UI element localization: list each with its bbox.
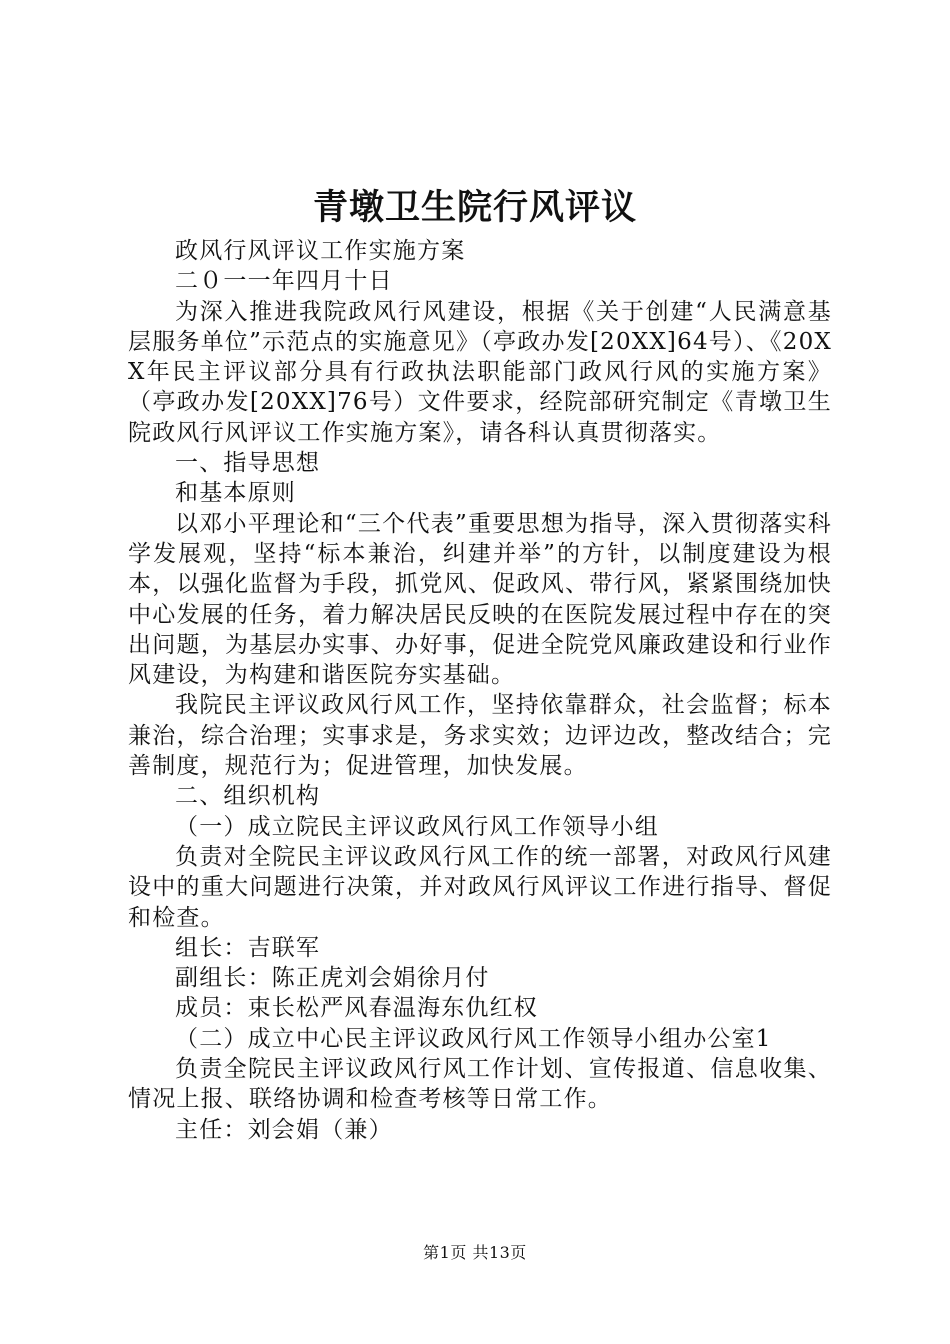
paragraph-date: 二０一一年四月十日 (175, 268, 393, 295)
paragraph-leading-group-duty: 负责对全院民主评议政风行风工作的统一部署，对政风行风建设中的重大问题进行决策，并对政风行风评议工作进行指导、督促和检查。 (128, 843, 832, 931)
section-heading-basic-principles: 和基本原则 (175, 480, 296, 507)
paragraph-intro: 为深入推进我院政风行风建设，根据《关于创建“人民满意基层服务单位”示范点的实施意见》（亭政办发[20XX]64号）、《20XX年民主评议部分具有行政执法职能部门政风行风的实施方案》（亭政办发[20XX]76号）文件要求，经院部研究制定《青墩卫生院政风行风评议工作实施方案》，请各科认真贯彻落实。 (128, 298, 832, 446)
paragraph-deputy-leaders: 副组长：陈正虎刘会娟徐月付 (175, 965, 490, 992)
section-heading-guiding-thought: 一、指导思想 (175, 450, 321, 477)
subsection-heading-office: （二）成立中心民主评议政风行风工作领导小组办公室1 (175, 1025, 772, 1052)
paragraph-group-leader: 组长：吉联军 (175, 934, 321, 961)
paragraph-members: 成员：束长松严风春温海东仇红权 (175, 995, 538, 1022)
page-number-footer: 第1页 共13页 (423, 1243, 527, 1262)
paragraph-office-director: 主任：刘会娟（兼） (175, 1116, 393, 1143)
paragraph-office-duty: 负责全院民主评议政风行风工作计划、宣传报道、信息收集、情况上报、联络协调和检查考核等日常工作。 (128, 1056, 832, 1113)
document-title: 青墩卫生院行风评议 (312, 187, 637, 228)
paragraph-subtitle: 政风行风评议工作实施方案 (175, 238, 466, 264)
document-body (128, 236, 832, 1145)
paragraph-guiding-thought: 以邓小平理论和“三个代表”重要思想为指导，深入贯彻落实科学发展观，坚持“标本兼治，纠建并举”的方针，以制度建设为根本，以强化监督为手段，抓党风、促政风、带行风，紧紧围绕加快中心发展的任务，着力解决居民反映的在医院发展过程中存在的突出问题，为基层办实事、办好事，促进全院党风廉政建设和行业作风建设，为构建和谐医院夯实基础。 (128, 510, 832, 689)
subsection-heading-leading-group: （一）成立院民主评议政风行风工作领导小组 (175, 813, 659, 840)
paragraph-principles: 我院民主评议政风行风工作，坚持依靠群众，社会监督；标本兼治，综合治理；实事求是，务求实效；边评边改，整改结合；完善制度，规范行为；促进管理，加快发展。 (128, 692, 832, 780)
section-heading-organization: 二、组织机构 (175, 783, 321, 810)
